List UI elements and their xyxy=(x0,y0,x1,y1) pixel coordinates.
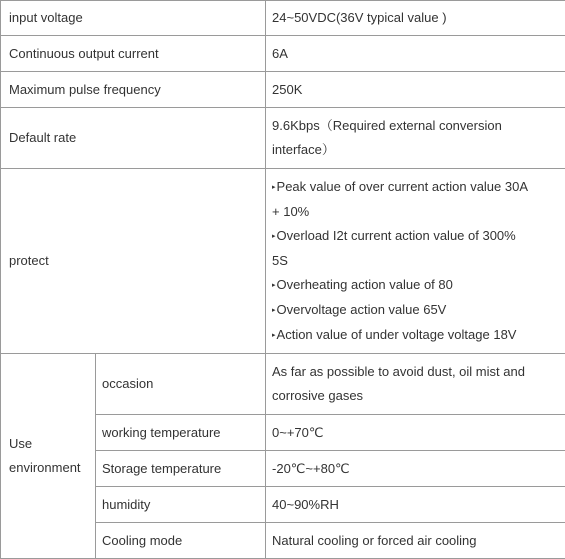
table-row xyxy=(1,169,565,354)
row-label: Continuous output current xyxy=(1,36,266,72)
row-label: Default rate xyxy=(1,108,266,169)
list-item: ▸Peak value of over current action value 30A xyxy=(272,178,529,194)
env-item-name: Cooling mode xyxy=(96,523,266,559)
env-item-name: occasion xyxy=(96,354,266,415)
table-row xyxy=(1,72,565,108)
env-item-value: Natural cooling or forced air cooling xyxy=(266,523,565,559)
list-item-continuation: + 10% xyxy=(272,203,310,219)
row-value: 6A xyxy=(266,36,565,72)
environment-label: Use environment xyxy=(1,354,96,559)
list-item: ▸Action value of under voltage voltage 18V xyxy=(272,326,517,342)
bullet-icon: ▸ xyxy=(272,331,276,339)
env-item-value: 0~+70℃ xyxy=(266,415,565,451)
env-item-name: working temperature xyxy=(96,415,266,451)
bullet-icon: ▸ xyxy=(272,232,276,240)
row-value: 24~50VDC(36V typical value ) xyxy=(266,1,565,36)
list-item: ▸Overvoltage action value 65V xyxy=(272,301,447,317)
table-row xyxy=(1,1,565,36)
bullet-icon: ▸ xyxy=(272,306,276,314)
row-label: input voltage xyxy=(1,1,266,36)
row-label: Maximum pulse frequency xyxy=(1,72,266,108)
table-row xyxy=(1,36,565,72)
list-item: ▸Overload I2t current action value of 300% xyxy=(272,227,516,243)
list-item: ▸Overheating action value of 80 xyxy=(272,276,453,292)
table-row xyxy=(1,354,565,415)
protect-list xyxy=(266,169,565,354)
table-row xyxy=(1,108,565,169)
value-line: interface） xyxy=(272,142,335,157)
row-label: protect xyxy=(1,169,266,354)
env-item-name: Storage temperature xyxy=(96,451,266,487)
row-value: 250K xyxy=(266,72,565,108)
bullet-icon: ▸ xyxy=(272,183,276,191)
list-item-continuation: 5S xyxy=(272,252,288,268)
env-item-name: humidity xyxy=(96,487,266,523)
env-item-value: -20℃~+80℃ xyxy=(266,451,565,487)
bullet-icon: ▸ xyxy=(272,281,276,289)
row-value xyxy=(266,108,565,169)
env-item-value: 40~90%RH xyxy=(266,487,565,523)
env-item-value: As far as possible to avoid dust, oil mist and corrosive gases xyxy=(266,354,565,415)
value-line: 9.6Kbps（Required external conversion xyxy=(272,118,502,133)
